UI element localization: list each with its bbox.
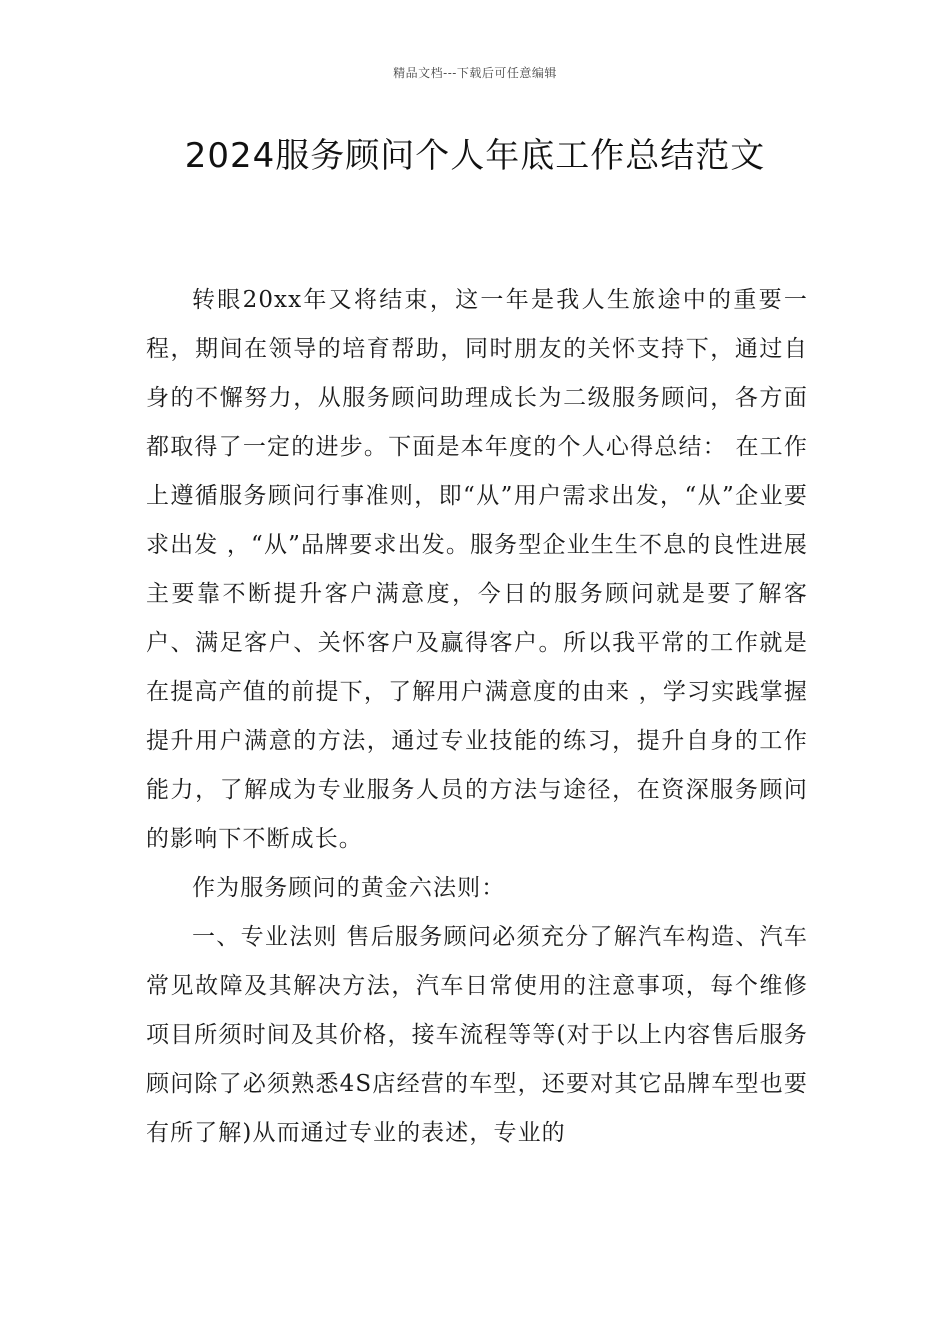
paragraph-rule-one: 一、专业法则 售后服务顾问必须充分了解汽车构造、汽车常见故障及其解决方法，汽车日常使用的注意事项，每个维修项目所须时间及其价格，接车流程等等(对于以上内容售后服务顾问除了必须熟悉4S店经营的车型，还要对其它品牌车型也要有所了解)从而通过专业的表述，专业的 [146,924,808,1146]
paragraph-intro: 转眼20xx年又将结束，这一年是我人生旅途中的重要一程，期间在领导的培育帮助，同时朋友的关怀支持下，通过自身的不懈努力，从服务顾问助理成长为二级服务顾问，各方面都取得了一定的进步。下面是本年度的个人心得总结： 在工作上遵循服务顾问行事准则，即“从”用户需求出发，“从”企业要求出发 ，“从”品牌要求出发。服务型企业生生不息的良性进展主要靠不断提升客户满意度，今日的服务顾问就是要了解客户、满足客户、关怀客户及赢得客户。所以我平常的工作就是在提高产值的前提下，了解用户满意度的由来 ，学习实践掌握提升用户满意的方法，通过专业技能的练习，提升自身的工作能力，了解成为专业服务人员的方法与途径，在资深服务顾问的影响下不断成长。 [146,287,808,852]
document-title: 2024服务顾问个人年底工作总结范文 [184,136,766,176]
header-note: 精品文档---下载后可任意编辑 [393,66,557,80]
document-body [146,276,808,1158]
paragraph-six-rules-heading: 作为服务顾问的黄金六法则： [192,875,506,901]
